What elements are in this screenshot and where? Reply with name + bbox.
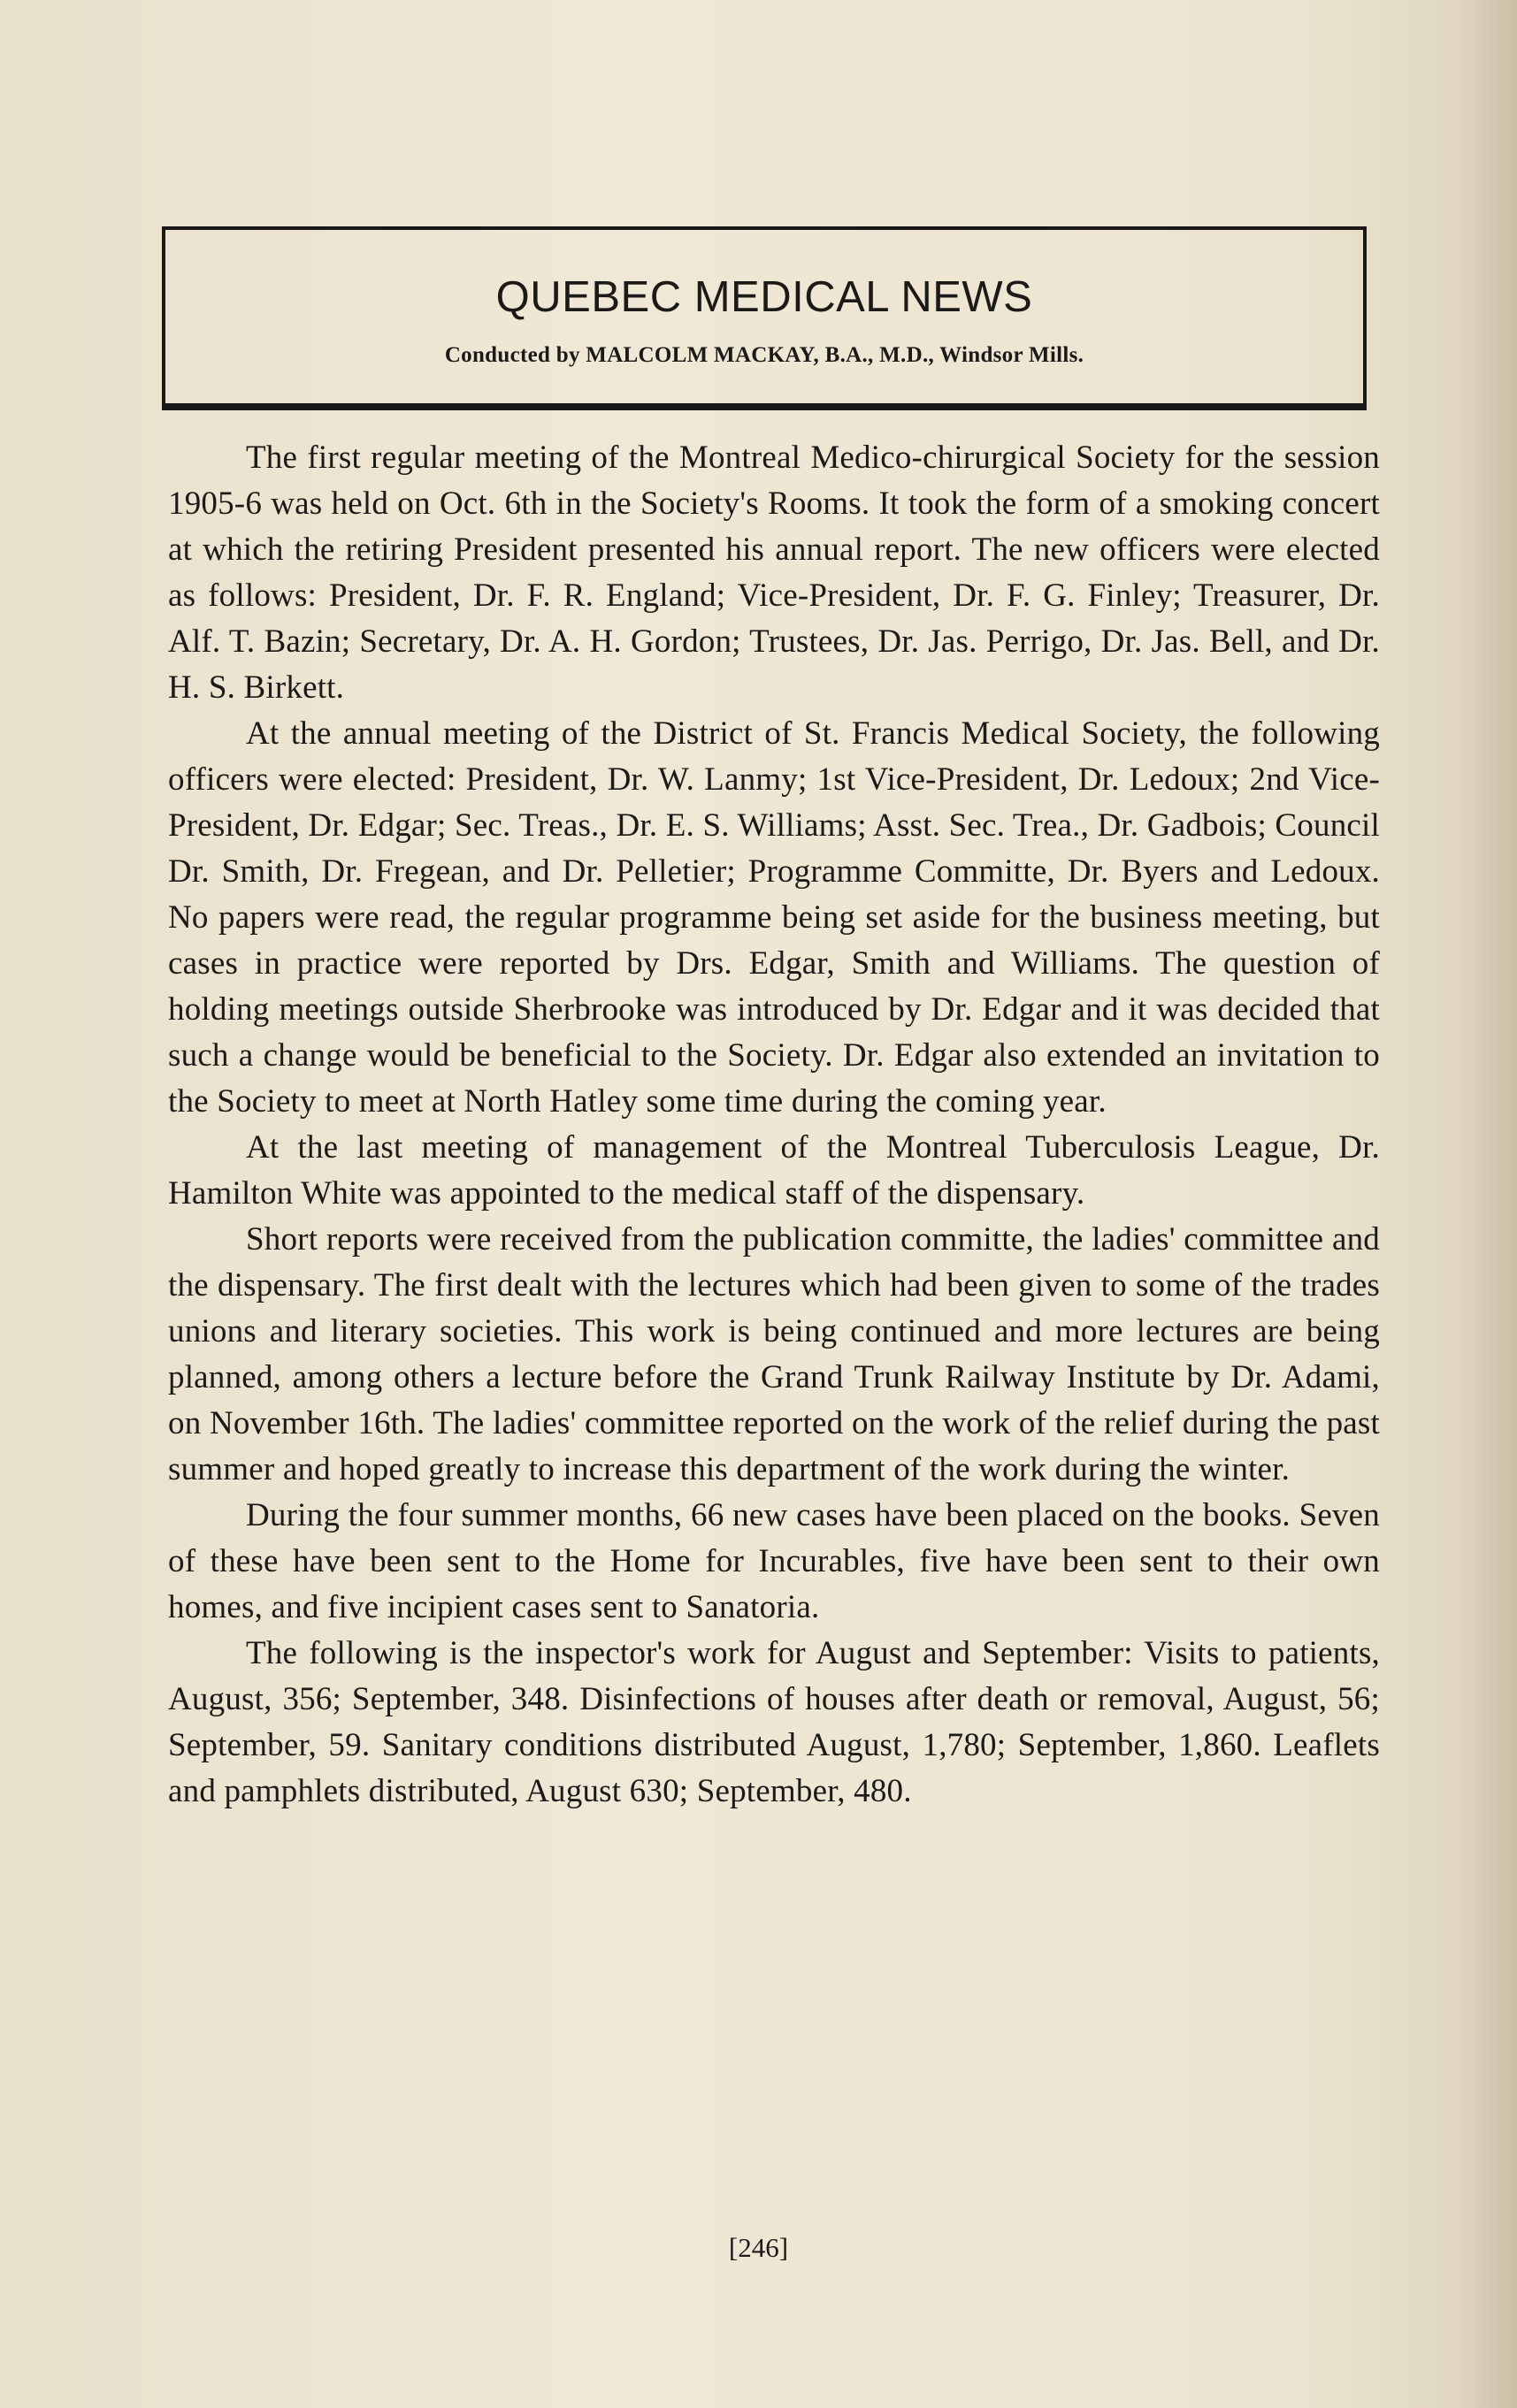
binding-shadow bbox=[1455, 0, 1517, 2408]
article-body bbox=[168, 435, 1380, 1815]
editor-credit: Conducted by MALCOLM MACKAY, B.A., M.D., Windsor Mills. bbox=[444, 343, 1084, 367]
paragraph-committee-reports: Short reports were received from the publication committe, the ladies' committee and the dispensary. The first dealt with the lectures which had been given to some of the trades unions and literary societies. This work is being continued and more lectures are being planned, among others a lecture before the Grand Trunk Railway Institute by Dr. Adami, on November 16th. The ladies' committee reported on the work of the relief during the past summer and hoped greatly to increase this department of the work during the winter. bbox=[168, 1221, 1380, 1487]
section-header-box bbox=[162, 226, 1367, 410]
paragraph-st-francis-society: At the annual meeting of the District of St. Francis Medical Society, the following officers were elected: President, Dr. W. Lanmy; 1st Vice-President, Dr. Ledoux; 2nd Vice-President, Dr. Edgar; Sec. Treas., Dr. E. S. Williams; Asst. Sec. Trea., Dr. Gadbois; Council Dr. Smith, Dr. Fregean, and Dr. Pelletier; Programme Committe, Dr. Byers and Ledoux. No papers were read, the regular programme being set aside for the business meeting, but cases in practice were reported by Drs. Edgar, Smith and Williams. The question of holding meetings outside Sherbrooke was introduced by Dr. Edgar and it was decided that such a change would be beneficial to the Society. Dr. Edgar also extended an invitation to the Society to meet at North Hatley some time during the coming year. bbox=[168, 715, 1380, 1120]
paragraph-tuberculosis-league: At the last meeting of management of the Montreal Tuberculosis League, Dr. Hamilton White was appointed to the medical staff of the dispensary. bbox=[168, 1129, 1380, 1212]
paragraph-inspector-work: The following is the inspector's work for August and September: Visits to patients, August, 356; September, 348. Disinfections of houses after death or removal, August, 56; September, 59. Sanitary conditions distributed August, 1,780; September, 1,860. Leaflets and pamphlets distributed, August 630; September, 480. bbox=[168, 1635, 1380, 1809]
paragraph-summer-cases: During the four summer months, 66 new cases have been placed on the books. Seven of these have been sent to the Home for Incurables, five have been sent to their own homes, and five incipient cases sent to Sanatoria. bbox=[168, 1497, 1380, 1625]
paragraph-medico-chirurgical-society: The first regular meeting of the Montreal Medico-chirurgical Society for the session 1905-6 was held on Oct. 6th in the Society's Rooms. It took the form of a smoking concert at which the retiring President presented his annual report. The new officers were elected as follows: President, Dr. F. R. England; Vice-President, Dr. F. G. Finley; Treasurer, Dr. Alf. T. Bazin; Secretary, Dr. A. H. Gordon; Trustees, Dr. Jas. Perrigo, Dr. Jas. Bell, and Dr. H. S. Birkett. bbox=[168, 440, 1380, 706]
page-number: [246] bbox=[728, 2232, 789, 2263]
section-title: QUEBEC MEDICAL NEWS bbox=[495, 273, 1033, 321]
